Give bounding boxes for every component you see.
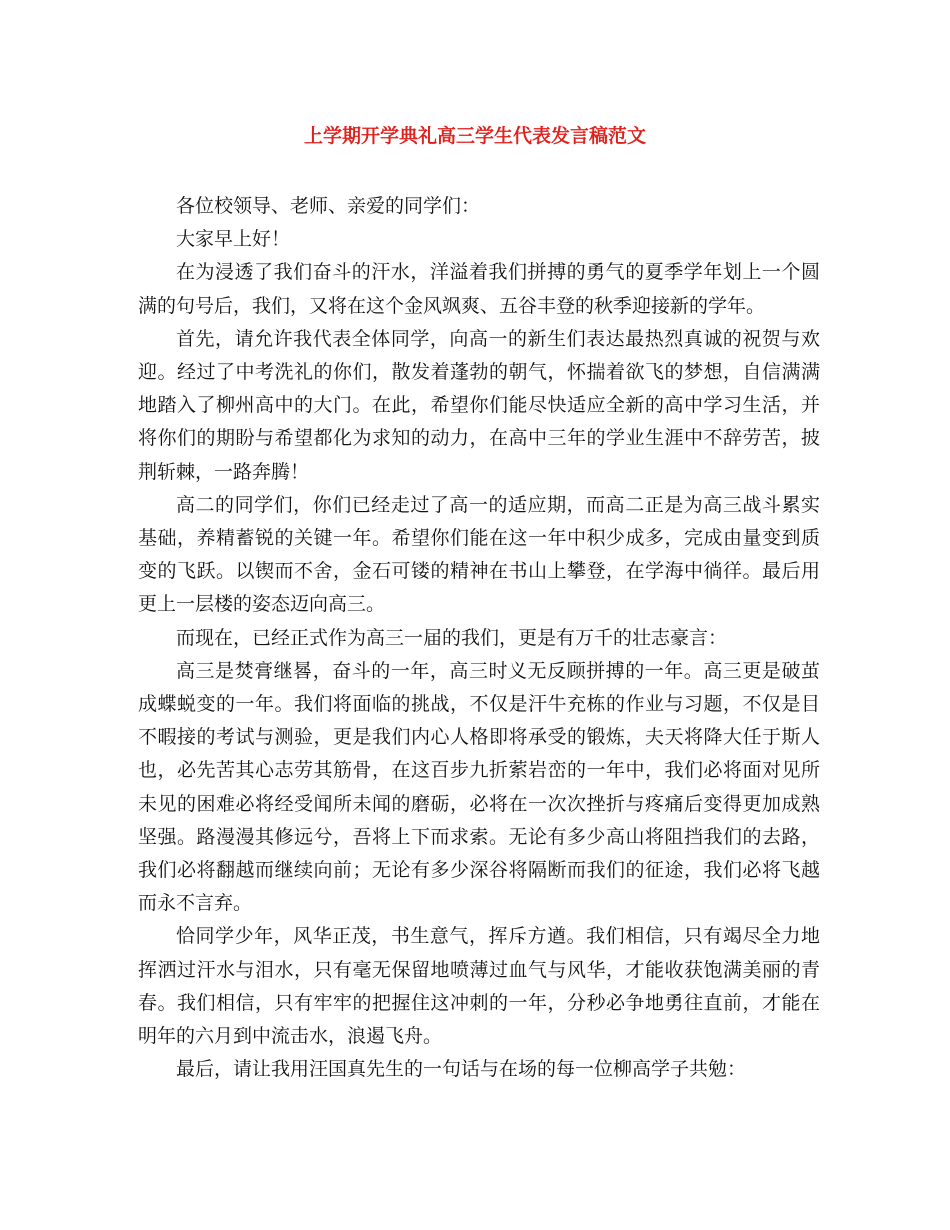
- paragraph-youth: 恰同学少年，风华正茂，书生意气，挥斥方遒。我们相信，只有竭尽全力地挥洒过汗水与泪水，只有毫无保留地喷薄过血气与风华，才能收获饱满美丽的青春。我们相信，只有牢牢的把握住这冲刺的一年，分秒必争地勇往直前，才能在明年的六月到中流击水，浪遏飞舟。: [138, 925, 820, 1048]
- paragraph-seniors-resolve: 高三是焚膏继晷，奋斗的一年，高三时义无反顾拼搏的一年。高三更是破茧成蝶蜕变的一年。我们将面临的挑战，不仅是汗牛充栋的作业与习题，不仅是目不暇接的考试与测验，更是我们内心人格即将承受的锻炼，夫天将降大任于斯人也，必先苦其心志劳其筋骨，在这百步九折萦岩峦的一年中，我们必将面对见所未见的困难必将经受闻所未闻的磨砺，必将在一次次挫折与疼痛后变得更加成熟坚强。路漫漫其修远兮，吾将上下而求索。无论有多少高山将阻挡我们的去路，我们必将翻越而继续向前；无论有多少深谷将隔断而我们的征途，我们必将飞越而永不言弃。: [138, 659, 820, 915]
- document-title: 上学期开学典礼高三学生代表发言稿范文: [303, 125, 646, 147]
- paragraph-freshmen: 首先，请允许我代表全体同学，向高一的新生们表达最热烈真诚的祝贺与欢迎。经过了中考洗礼的你们，散发着蓬勃的朝气，怀揣着欲飞的梦想，自信满满地踏入了柳州高中的大门。在此，希望你们能尽快适应全新的高中学习生活，并将你们的期盼与希望都化为求知的动力，在高中三年的学业生涯中不辞劳苦，披荆斩棘，一路奔腾！: [138, 327, 820, 483]
- paragraph-greeting: 大家早上好！: [176, 228, 291, 251]
- paragraph-seniors-intro: 而现在，已经正式作为高三一届的我们，更是有万千的壮志豪言：: [176, 626, 728, 649]
- paragraph-salutation: 各位校领导、老师、亲爱的同学们：: [176, 195, 481, 217]
- paragraph-sophomores: 高二的同学们，你们已经走过了高一的适应期，而高二正是为高三战斗累实基础，养精蓄锐的关键一年。希望你们能在这一年中积少成多，完成由量变到质变的飞跃。以锲而不舍，金石可镂的精神在书山上攀登，在学海中徜徉。最后用更上一层楼的姿态迈向高三。: [138, 493, 820, 616]
- document-body: [138, 190, 820, 1086]
- paragraph-closing: 最后，请让我用汪国真先生的一句话与在场的每一位柳高学子共勉：: [176, 1058, 747, 1081]
- paragraph-intro: 在为浸透了我们奋斗的汗水，洋溢着我们拼搏的勇气的夏季学年划上一个圆满的句号后，我们，又将在这个金风飒爽、五谷丰登的秋季迎接新的学年。: [138, 261, 820, 317]
